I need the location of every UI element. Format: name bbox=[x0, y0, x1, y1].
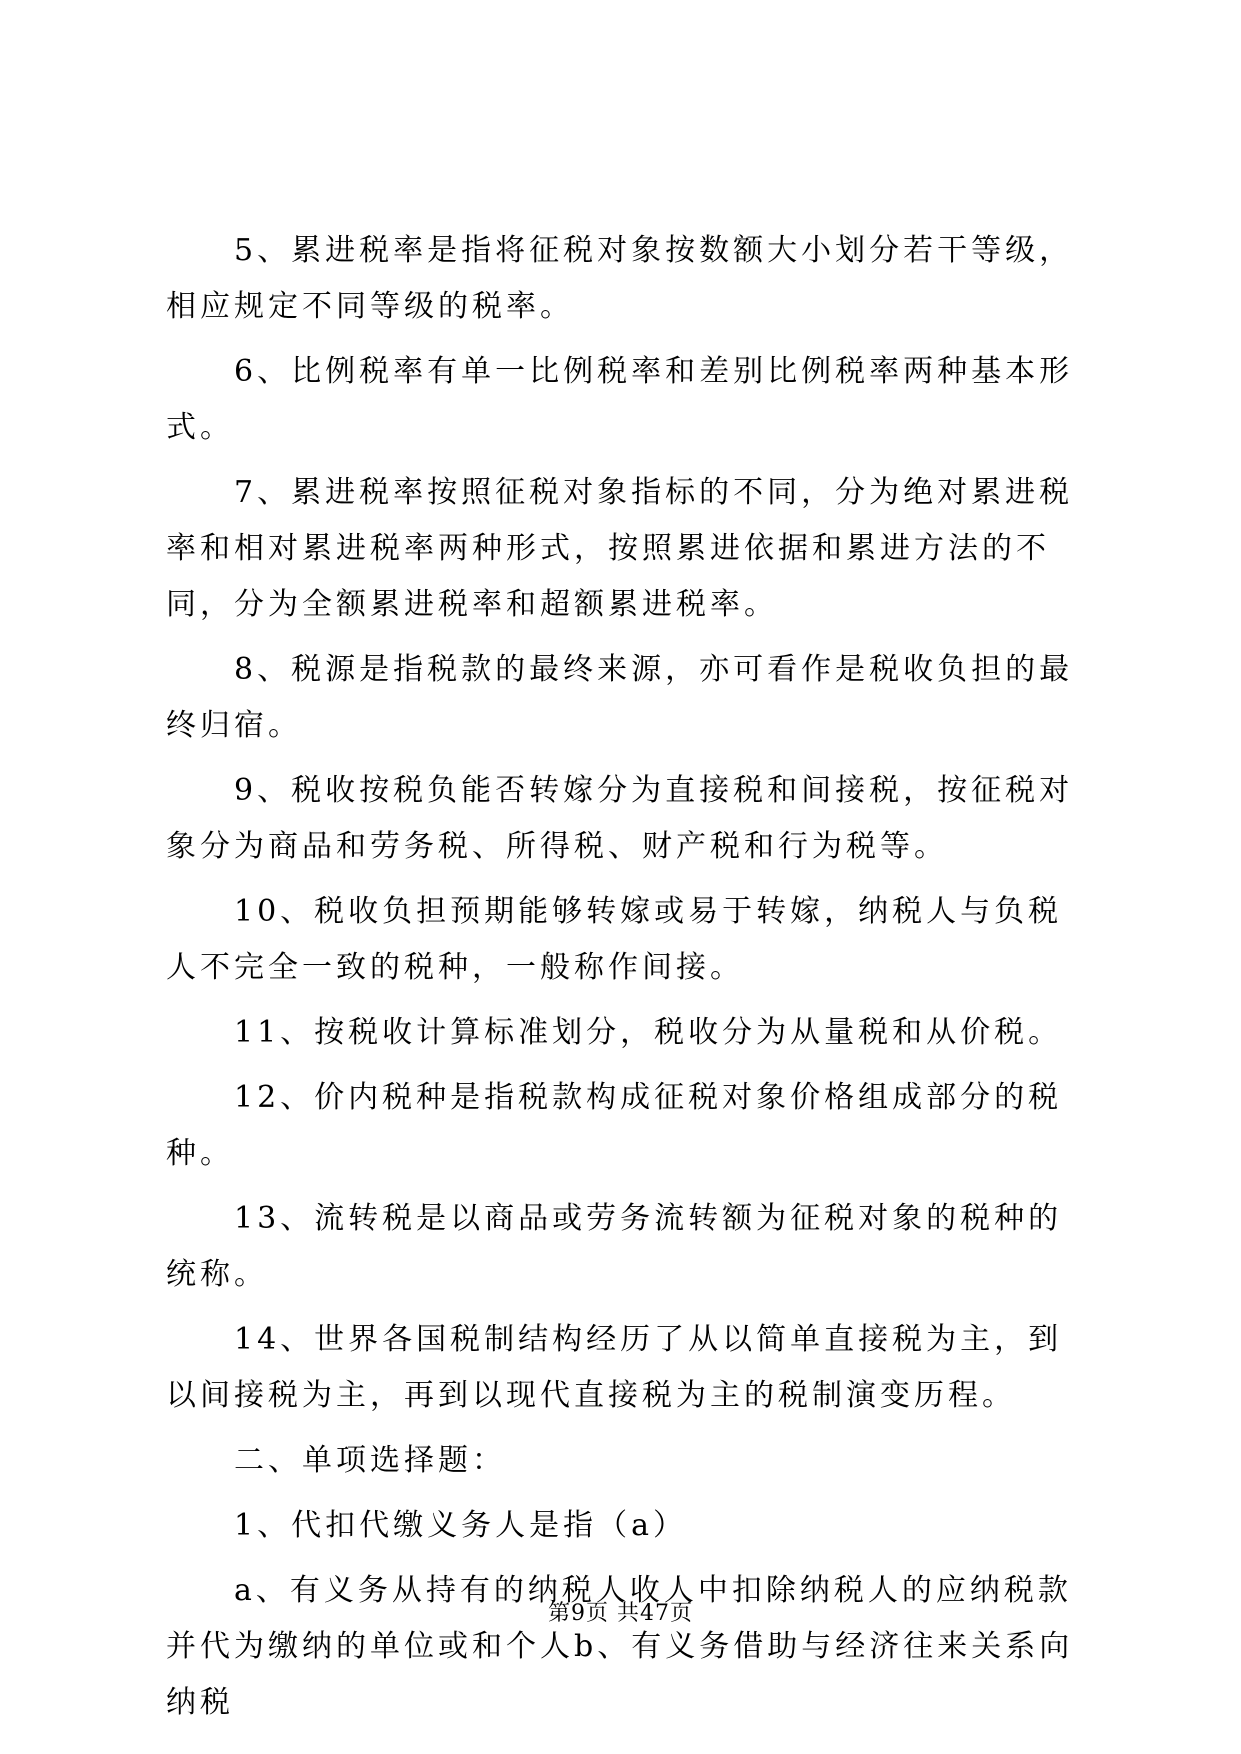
paragraph-6: 6、比例税率有单一比例税率和差别比例税率两种基本形式。 bbox=[166, 354, 1074, 445]
paragraph-14: 14、世界各国税制结构经历了从以简单直接税为主，到以间接税为主，再到以现代直接税为主的税制演变历程。 bbox=[166, 1322, 1063, 1413]
page-footer: 第9页 共47页 bbox=[548, 1601, 693, 1626]
paragraph-7: 7、累进税率按照征税对象指标的不同，分为绝对累进税率和相对累进税率两种形式，按照累进依据和累进方法的不同，分为全额累进税率和超额累进税率。 bbox=[166, 475, 1074, 622]
paragraph-8: 8、税源是指税款的最终来源，亦可看作是税收负担的最终归宿。 bbox=[166, 652, 1074, 743]
paragraph-12: 12、价内税种是指税款构成征税对象价格组成部分的税种。 bbox=[166, 1080, 1063, 1171]
paragraph-11: 11、按税收计算标准划分，税收分为从量税和从价税。 bbox=[234, 1015, 1063, 1050]
paragraph-5: 5、累进税率是指将征税对象按数额大小划分若干等级，相应规定不同等级的税率。 bbox=[166, 233, 1074, 324]
section-heading: 二、单项选择题： bbox=[234, 1443, 506, 1478]
paragraph-10: 10、税收负担预期能够转嫁或易于转嫁，纳税人与负税人不完全一致的税种，一般称作间接。 bbox=[166, 894, 1063, 985]
body-text bbox=[166, 223, 1078, 1740]
paragraph-13: 13、流转税是以商品或劳务流转额为征税对象的税种的统称。 bbox=[166, 1201, 1063, 1292]
question-1: 1、代扣代缴义务人是指（a） bbox=[234, 1508, 687, 1543]
paragraph-9: 9、税收按税负能否转嫁分为直接税和间接税，按征税对象分为商品和劳务税、所得税、财产税和行为税等。 bbox=[166, 773, 1074, 864]
question-1-options: a、有义务从持有的纳税人收人中扣除纳税人的应纳税款并代为缴纳的单位或和个人b、有义务借助与经济往来关系向纳税 bbox=[166, 1573, 1074, 1720]
